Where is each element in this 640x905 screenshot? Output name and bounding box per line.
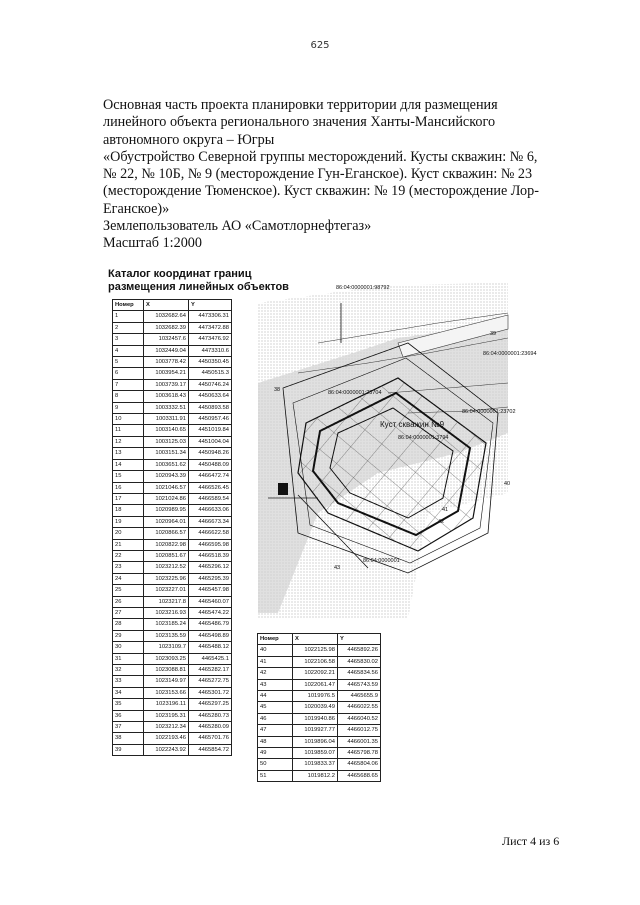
table-row xyxy=(113,539,232,550)
table-row xyxy=(258,713,381,724)
x-coordinate-cell: 1003954.21 xyxy=(144,368,189,379)
point-number-cell: 39 xyxy=(113,744,144,755)
map-label: 86:04:0000001:23704 xyxy=(328,390,382,396)
table-row xyxy=(113,573,232,584)
sheet-number: Лист 4 из 6 xyxy=(502,834,560,848)
point-number-cell: 27 xyxy=(113,607,144,618)
x-coordinate-cell: 1032682.39 xyxy=(144,322,189,333)
x-coordinate-cell: 1020866.57 xyxy=(144,528,189,539)
x-coordinate-cell: 1023196.11 xyxy=(144,699,189,710)
table-row xyxy=(258,656,381,667)
y-coordinate-cell: 4465743.59 xyxy=(338,679,381,690)
header-x: X xyxy=(144,300,189,311)
table-row xyxy=(258,725,381,736)
x-coordinate-cell: 1020039.49 xyxy=(293,702,338,713)
heading-line: Еганское)» xyxy=(103,200,170,217)
y-coordinate-cell: 4466518.39 xyxy=(189,550,232,561)
y-coordinate-cell: 4450948.26 xyxy=(189,448,232,459)
y-coordinate-cell: 4466589.54 xyxy=(189,493,232,504)
y-coordinate-cell: 4473476.92 xyxy=(189,334,232,345)
point-number-cell: 33 xyxy=(113,676,144,687)
y-coordinate-cell: 4465854.72 xyxy=(189,744,232,755)
x-coordinate-cell: 1021046.57 xyxy=(144,482,189,493)
table-row xyxy=(113,436,232,447)
x-coordinate-cell: 1019833.37 xyxy=(293,759,338,770)
table-header-row xyxy=(113,300,232,311)
y-coordinate-cell: 4465486.79 xyxy=(189,619,232,630)
y-coordinate-cell: 4466673.34 xyxy=(189,516,232,527)
table-row xyxy=(258,668,381,679)
y-coordinate-cell: 4465830.02 xyxy=(338,656,381,667)
y-coordinate-cell: 4465834.56 xyxy=(338,668,381,679)
point-number-cell: 51 xyxy=(258,770,293,781)
y-coordinate-cell: 4465498.89 xyxy=(189,630,232,641)
y-coordinate-cell: 4466001.35 xyxy=(338,736,381,747)
table-row xyxy=(258,645,381,656)
x-coordinate-cell: 1023212.34 xyxy=(144,722,189,733)
x-coordinate-cell: 1032682.64 xyxy=(144,311,189,322)
y-coordinate-cell: 4465474.22 xyxy=(189,607,232,618)
map-label: 86:04:0000001 xyxy=(363,558,400,564)
table-row xyxy=(113,425,232,436)
point-number-cell: 44 xyxy=(258,691,293,702)
y-coordinate-cell: 4465892.26 xyxy=(338,645,381,656)
table-row xyxy=(258,702,381,713)
heading-line: автономного округа – Югры xyxy=(103,131,275,148)
table-row xyxy=(113,699,232,710)
x-coordinate-cell: 1022106.58 xyxy=(293,656,338,667)
point-number-cell: 38 xyxy=(113,733,144,744)
table-row xyxy=(113,607,232,618)
table-row xyxy=(113,687,232,698)
x-coordinate-cell: 1003618.43 xyxy=(144,391,189,402)
x-coordinate-cell: 1022061.47 xyxy=(293,679,338,690)
table-row xyxy=(113,733,232,744)
point-number-cell: 31 xyxy=(113,653,144,664)
point-number-cell: 19 xyxy=(113,516,144,527)
table-row xyxy=(113,322,232,333)
table-row xyxy=(113,562,232,573)
point-number-cell: 11 xyxy=(113,425,144,436)
y-coordinate-cell: 4466012.75 xyxy=(338,725,381,736)
table-row xyxy=(113,334,232,345)
table-row xyxy=(258,759,381,770)
header-y: Y xyxy=(189,300,232,311)
catalog-title-line: размещения линейных объектов xyxy=(108,281,289,293)
point-number-cell: 32 xyxy=(113,665,144,676)
heading-line: Масштаб 1:2000 xyxy=(103,235,202,252)
y-coordinate-cell: 4450350.45 xyxy=(189,357,232,368)
y-coordinate-cell: 4466622.58 xyxy=(189,528,232,539)
x-coordinate-cell: 1022243.92 xyxy=(144,744,189,755)
map-label: 86:04:0000001:98792 xyxy=(336,285,390,291)
well-pad-label: Куст скважин №9 xyxy=(380,420,445,429)
x-coordinate-cell: 1022193.46 xyxy=(144,733,189,744)
y-coordinate-cell: 4465295.39 xyxy=(189,573,232,584)
heading-line: линейного объекта регионального значения Ханты-Мансийского xyxy=(103,114,496,131)
coordinates-table-2 xyxy=(257,633,381,782)
heading-line: (месторождение Тюменское). Куст скважин: № 19 (месторождение Лор- xyxy=(103,183,539,200)
point-label: 40 xyxy=(504,481,511,487)
point-number-cell: 41 xyxy=(258,656,293,667)
y-coordinate-cell: 4465688.65 xyxy=(338,770,381,781)
table-row xyxy=(113,596,232,607)
y-coordinate-cell: 4465297.25 xyxy=(189,699,232,710)
table-row xyxy=(113,448,232,459)
point-number-cell: 24 xyxy=(113,573,144,584)
y-coordinate-cell: 4450488.09 xyxy=(189,459,232,470)
point-number-cell: 35 xyxy=(113,699,144,710)
point-number-cell: 22 xyxy=(113,550,144,561)
y-coordinate-cell: 4465804.06 xyxy=(338,759,381,770)
y-coordinate-cell: 4466022.55 xyxy=(338,702,381,713)
point-number-cell: 20 xyxy=(113,528,144,539)
point-label: 43 xyxy=(334,565,341,571)
point-number-cell: 46 xyxy=(258,713,293,724)
x-coordinate-cell: 1032457.6 xyxy=(144,334,189,345)
table-row xyxy=(113,311,232,322)
table-row xyxy=(113,379,232,390)
point-number-cell: 6 xyxy=(113,368,144,379)
table-row xyxy=(113,619,232,630)
x-coordinate-cell: 1023153.66 xyxy=(144,687,189,698)
x-coordinate-cell: 1003739.17 xyxy=(144,379,189,390)
table-row xyxy=(113,585,232,596)
x-coordinate-cell: 1003311.91 xyxy=(144,414,189,425)
x-coordinate-cell: 1020964.01 xyxy=(144,516,189,527)
y-coordinate-cell: 4466526.45 xyxy=(189,482,232,493)
y-coordinate-cell: 4466633.06 xyxy=(189,505,232,516)
page-number: 625 xyxy=(310,40,330,51)
map-label: 86:04:0000001:23694 xyxy=(483,351,537,357)
x-coordinate-cell: 1019859.07 xyxy=(293,748,338,759)
x-coordinate-cell: 1003125.03 xyxy=(144,436,189,447)
point-number-cell: 14 xyxy=(113,459,144,470)
point-label: 39 xyxy=(490,331,497,337)
x-coordinate-cell: 1023149.97 xyxy=(144,676,189,687)
map-label: 86:04:0000001:23702 xyxy=(462,409,516,415)
y-coordinate-cell: 4450746.24 xyxy=(189,379,232,390)
point-number-cell: 15 xyxy=(113,471,144,482)
point-number-cell: 48 xyxy=(258,736,293,747)
point-number-cell: 3 xyxy=(113,334,144,345)
north-mark xyxy=(278,483,288,495)
header-number: Номер xyxy=(258,634,293,645)
x-coordinate-cell: 1019976.5 xyxy=(293,691,338,702)
y-coordinate-cell: 4465488.12 xyxy=(189,642,232,653)
point-number-cell: 8 xyxy=(113,391,144,402)
x-coordinate-cell: 1019927.77 xyxy=(293,725,338,736)
y-coordinate-cell: 4465655.9 xyxy=(338,691,381,702)
y-coordinate-cell: 4450515.3 xyxy=(189,368,232,379)
x-coordinate-cell: 1023225.96 xyxy=(144,573,189,584)
x-coordinate-cell: 1023109.7 xyxy=(144,642,189,653)
y-coordinate-cell: 4465457.98 xyxy=(189,585,232,596)
x-coordinate-cell: 1003140.65 xyxy=(144,425,189,436)
heading-line: Землепользователь АО «Самотлорнефтегаз» xyxy=(103,218,372,235)
point-number-cell: 28 xyxy=(113,619,144,630)
point-number-cell: 1 xyxy=(113,311,144,322)
point-number-cell: 7 xyxy=(113,379,144,390)
x-coordinate-cell: 1023216.93 xyxy=(144,607,189,618)
heading-line: Основная часть проекта планировки территории для размещения xyxy=(103,97,498,113)
header-x: X xyxy=(293,634,338,645)
table-row xyxy=(113,414,232,425)
x-coordinate-cell: 1023088.81 xyxy=(144,665,189,676)
table-row xyxy=(113,357,232,368)
point-number-cell: 26 xyxy=(113,596,144,607)
point-number-cell: 30 xyxy=(113,642,144,653)
table-row xyxy=(113,722,232,733)
table-row xyxy=(113,391,232,402)
site-plan-map xyxy=(258,283,537,618)
point-number-cell: 17 xyxy=(113,493,144,504)
point-number-cell: 23 xyxy=(113,562,144,573)
y-coordinate-cell: 4465798.78 xyxy=(338,748,381,759)
x-coordinate-cell: 1023185.24 xyxy=(144,619,189,630)
x-coordinate-cell: 1003651.62 xyxy=(144,459,189,470)
heading-line: «Обустройство Северной группы месторождений. Кусты скважин: № 6, xyxy=(103,148,538,165)
point-number-cell: 50 xyxy=(258,759,293,770)
x-coordinate-cell: 1022092.21 xyxy=(293,668,338,679)
y-coordinate-cell: 4465296.12 xyxy=(189,562,232,573)
table-row xyxy=(258,679,381,690)
y-coordinate-cell: 4473310.6 xyxy=(189,345,232,356)
table-row xyxy=(113,459,232,470)
table-row xyxy=(113,642,232,653)
point-number-cell: 40 xyxy=(258,645,293,656)
y-coordinate-cell: 4466040.52 xyxy=(338,713,381,724)
x-coordinate-cell: 1032449.04 xyxy=(144,345,189,356)
y-coordinate-cell: 4466472.74 xyxy=(189,471,232,482)
x-coordinate-cell: 1019812.2 xyxy=(293,770,338,781)
point-number-cell: 37 xyxy=(113,722,144,733)
x-coordinate-cell: 1020822.98 xyxy=(144,539,189,550)
table-row xyxy=(113,630,232,641)
x-coordinate-cell: 1023135.59 xyxy=(144,630,189,641)
point-number-cell: 25 xyxy=(113,585,144,596)
coordinates-table-1 xyxy=(112,299,232,756)
table-row xyxy=(113,345,232,356)
point-number-cell: 45 xyxy=(258,702,293,713)
point-number-cell: 34 xyxy=(113,687,144,698)
y-coordinate-cell: 4466595.98 xyxy=(189,539,232,550)
point-number-cell: 29 xyxy=(113,630,144,641)
y-coordinate-cell: 4465280.09 xyxy=(189,722,232,733)
x-coordinate-cell: 1023195.31 xyxy=(144,710,189,721)
table-row xyxy=(113,744,232,755)
x-coordinate-cell: 1021024.86 xyxy=(144,493,189,504)
header-number: Номер xyxy=(113,300,144,311)
point-number-cell: 47 xyxy=(258,725,293,736)
map-label: 86:04:0000001:3794 xyxy=(398,435,449,441)
point-number-cell: 21 xyxy=(113,539,144,550)
y-coordinate-cell: 4465282.17 xyxy=(189,665,232,676)
table-row xyxy=(113,710,232,721)
y-coordinate-cell: 4465272.75 xyxy=(189,676,232,687)
table-row xyxy=(113,471,232,482)
point-label: 42 xyxy=(438,519,445,525)
y-coordinate-cell: 4450957.46 xyxy=(189,414,232,425)
x-coordinate-cell: 1020943.39 xyxy=(144,471,189,482)
table-row xyxy=(258,736,381,747)
point-number-cell: 2 xyxy=(113,322,144,333)
x-coordinate-cell: 1022125.98 xyxy=(293,645,338,656)
table-row xyxy=(258,770,381,781)
x-coordinate-cell: 1023212.52 xyxy=(144,562,189,573)
x-coordinate-cell: 1019940.86 xyxy=(293,713,338,724)
x-coordinate-cell: 1019896.04 xyxy=(293,736,338,747)
point-number-cell: 18 xyxy=(113,505,144,516)
point-number-cell: 36 xyxy=(113,710,144,721)
x-coordinate-cell: 1003778.42 xyxy=(144,357,189,368)
table-row xyxy=(113,676,232,687)
point-label: 41 xyxy=(442,507,449,513)
table-row xyxy=(258,748,381,759)
y-coordinate-cell: 4465425.1 xyxy=(189,653,232,664)
y-coordinate-cell: 4465460.07 xyxy=(189,596,232,607)
table-row xyxy=(113,653,232,664)
catalog-title-line: Каталог координат границ xyxy=(108,268,252,280)
point-number-cell: 43 xyxy=(258,679,293,690)
table-row xyxy=(113,516,232,527)
x-coordinate-cell: 1023217.8 xyxy=(144,596,189,607)
table-header-row xyxy=(258,634,381,645)
point-number-cell: 42 xyxy=(258,668,293,679)
y-coordinate-cell: 4465280.73 xyxy=(189,710,232,721)
table-row xyxy=(113,368,232,379)
point-number-cell: 4 xyxy=(113,345,144,356)
x-coordinate-cell: 1020989.95 xyxy=(144,505,189,516)
x-coordinate-cell: 1023227.01 xyxy=(144,585,189,596)
point-label: 38 xyxy=(274,387,281,393)
x-coordinate-cell: 1003151.34 xyxy=(144,448,189,459)
y-coordinate-cell: 4450893.58 xyxy=(189,402,232,413)
table-row xyxy=(113,665,232,676)
y-coordinate-cell: 4451004.04 xyxy=(189,436,232,447)
header-y: Y xyxy=(338,634,381,645)
y-coordinate-cell: 4451019.84 xyxy=(189,425,232,436)
y-coordinate-cell: 4465701.76 xyxy=(189,733,232,744)
table-row xyxy=(113,550,232,561)
document-heading xyxy=(103,97,563,253)
table-row xyxy=(113,505,232,516)
y-coordinate-cell: 4473472.88 xyxy=(189,322,232,333)
table-row xyxy=(113,493,232,504)
x-coordinate-cell: 1023093.25 xyxy=(144,653,189,664)
x-coordinate-cell: 1020851.67 xyxy=(144,550,189,561)
table-row xyxy=(113,402,232,413)
y-coordinate-cell: 4450633.64 xyxy=(189,391,232,402)
y-coordinate-cell: 4473306.31 xyxy=(189,311,232,322)
table-row xyxy=(258,691,381,702)
point-number-cell: 49 xyxy=(258,748,293,759)
table-row xyxy=(113,482,232,493)
point-number-cell: 12 xyxy=(113,436,144,447)
y-coordinate-cell: 4465301.72 xyxy=(189,687,232,698)
point-number-cell: 5 xyxy=(113,357,144,368)
point-number-cell: 10 xyxy=(113,414,144,425)
point-number-cell: 13 xyxy=(113,448,144,459)
x-coordinate-cell: 1003332.51 xyxy=(144,402,189,413)
table-row xyxy=(113,528,232,539)
heading-line: № 22, № 10Б, № 9 (месторождение Гун-Еганское). Куст скважин: № 23 xyxy=(103,166,533,183)
point-number-cell: 16 xyxy=(113,482,144,493)
point-number-cell: 9 xyxy=(113,402,144,413)
